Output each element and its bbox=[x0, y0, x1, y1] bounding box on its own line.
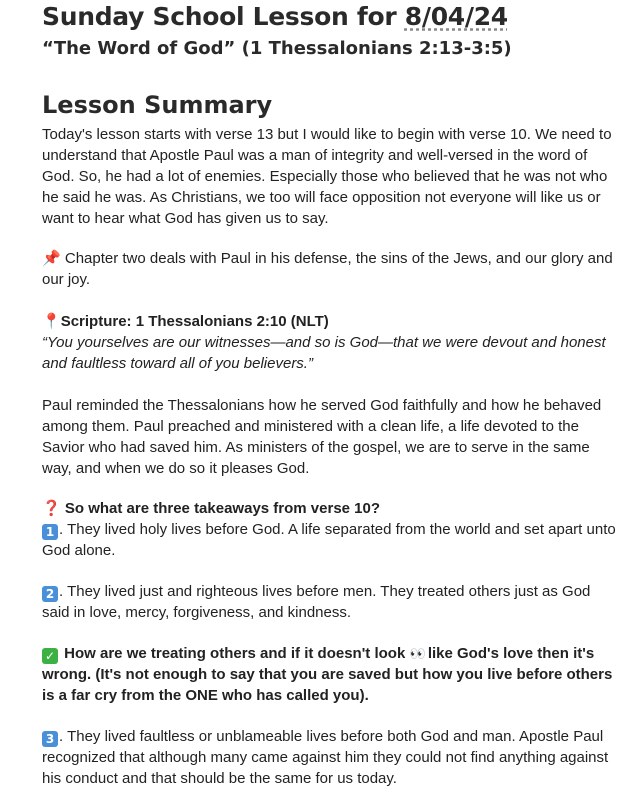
reflection-paragraph: Paul reminded the Thessalonians how he served God faithfully and how he behaved among them. Paul preached and ministered with a clean life, a life devoted to the Savior who had saved him. As ministers of the gospel, we are to serve in the same way, and when we do so it pleases God. bbox=[42, 397, 602, 477]
red-question-icon: ❓ bbox=[42, 499, 61, 517]
check-note-text-2: like God's love then it's wrong. (It's not enough to say that you are saved but how you live before others is a far cry from the ONE who has called you). bbox=[42, 645, 613, 704]
keycap-one-icon: 1 bbox=[42, 524, 58, 540]
lesson-subtitle: “The Word of God” (1 Thessalonians 2:13-3:5) bbox=[42, 38, 512, 59]
keycap-two-icon: 2 bbox=[42, 586, 58, 602]
intro-paragraph: Today's lesson starts with verse 13 but I would like to begin with verse 10. We need to understand that Apostle Paul was a man of integrity and well-versed in the word of God. So, he had a lot of enemies. Especially those who believed that he was not who he said he was. As Christians, we too will face opposition not everyone will like us or want to hear what God has given us to say. bbox=[42, 126, 612, 227]
takeaway-2 bbox=[42, 581, 617, 623]
pushpin-icon: 📌 bbox=[42, 249, 61, 267]
scripture-label bbox=[42, 311, 617, 332]
scripture-quote: “You yourselves are our witnesses—and so is God—that we were devout and honest and faultless toward all of you believers.” bbox=[42, 334, 606, 372]
lesson-date: 8/04/24 bbox=[404, 2, 508, 31]
check-note bbox=[42, 643, 617, 706]
keycap-three-icon: 3 bbox=[42, 731, 58, 747]
takeaway-3 bbox=[42, 726, 617, 789]
section-heading: Lesson Summary bbox=[42, 91, 273, 119]
chapter-note-text: Chapter two deals with Paul in his defense, the sins of the Jews, and our glory and our joy. bbox=[42, 250, 613, 288]
page-title bbox=[42, 2, 508, 31]
check-mark-icon: ✓ bbox=[42, 648, 58, 664]
check-note-text-1: How are we treating others and if it doesn't look bbox=[64, 645, 406, 662]
round-pushpin-icon: 📍 bbox=[42, 312, 61, 330]
question-text: So what are three takeaways from verse 10? bbox=[64, 500, 381, 517]
takeaway-1-text: . They lived holy lives before God. A life separated from the world and set apart unto God alone. bbox=[42, 521, 616, 559]
scripture-label-text: Scripture: 1 Thessalonians 2:10 (NLT) bbox=[60, 313, 329, 330]
eyes-icon: 👀 bbox=[409, 646, 424, 661]
chapter-note bbox=[42, 248, 617, 290]
title-prefix: Sunday School Lesson for bbox=[42, 2, 405, 31]
takeaway-1 bbox=[42, 519, 617, 561]
takeaway-2-text: . They lived just and righteous lives before men. They treated others just as God said in love, mercy, forgiveness, and kindness. bbox=[42, 583, 591, 621]
takeaway-3-text: . They lived faultless or unblameable lives before both God and man. Apostle Paul recognized that although many came against him they could not find anything against his conduct and that should be the same for us today. bbox=[42, 728, 609, 787]
question-line bbox=[42, 498, 617, 519]
